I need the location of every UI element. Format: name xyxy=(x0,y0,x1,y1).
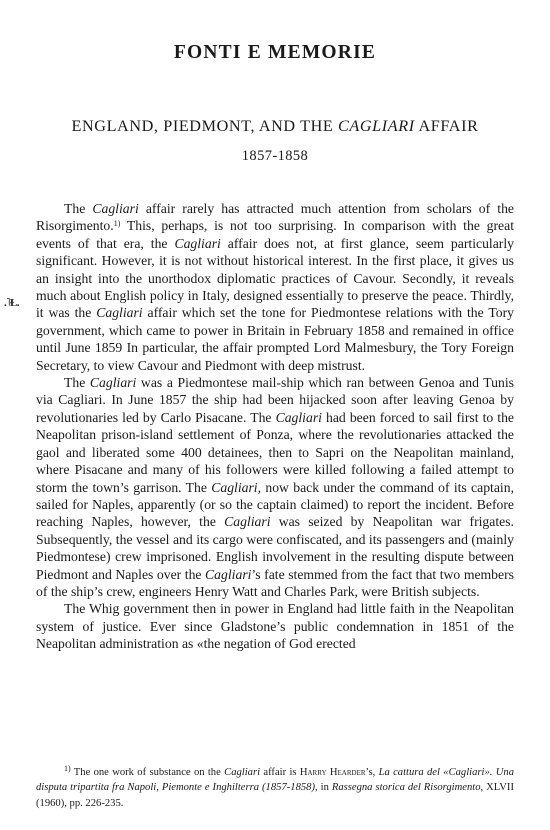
author-name: Harry Hearder xyxy=(299,767,366,778)
text-run: was a Piedmontese mail-ship which ran between Genoa and Tunis via Cagliari. In June 1857 the ship had been hijacked soon after leaving Genoa by revolutionaries led by Carlo Pisacane. The xyxy=(36,375,514,425)
italic-text: La cattura del «Cagliari». Una disputa tripartita fra Napoli, Piemonte e Inghilterra (1857-1858) xyxy=(36,767,514,794)
paragraph xyxy=(36,600,514,652)
text-run: , XLVII (1960), pp. 226-235. xyxy=(36,782,514,809)
paragraph xyxy=(36,200,514,374)
article-title-pre: ENGLAND, PIEDMONT, AND THE xyxy=(71,117,338,135)
paragraph xyxy=(36,374,514,600)
text-run: ’s, xyxy=(365,767,379,778)
italic-text: Cagliari xyxy=(224,767,261,778)
text-run: This, perhaps, is not too surprising. In comparison with the great events of that era, the xyxy=(36,218,514,251)
italic-text: Cagliari xyxy=(92,201,139,216)
text-run: The Whig government then in power in England had little faith in the Neapolitan system of justice. Ever since Gladstone’s public condemnation in 1851 of the Neapolitan administration as «the negation of God erected xyxy=(36,601,514,652)
article-years: 1857-1858 xyxy=(241,148,309,164)
text-run: The xyxy=(64,375,90,391)
text-run: affair is xyxy=(260,767,300,778)
italic-text: Cagliari xyxy=(275,409,322,425)
text-run: affair does not, at first glance, seem particularly significant. However, it is not without historical interest. In the first place, it gives us an insight into the unorthodox diplomatic practices of Cavour. Secondly, it reveals much about English policy in Italy, designed essentially to preserve the peace. Thirdly, it was the xyxy=(36,235,514,321)
italic-text: Cagliari xyxy=(96,305,143,321)
italic-text: Cagliari xyxy=(205,566,252,582)
text-run: affair rarely has attracted much attention from scholars of the Risorgimento. xyxy=(36,201,514,234)
article-title-post: AFFAIR xyxy=(414,117,479,135)
italic-text: Cagliari xyxy=(211,479,258,495)
italic-text: Rassegna storica del Risorgimento xyxy=(331,782,481,794)
text-run: affair which set the tone for Piedmontese relations with the Tory government, which came to power in Britain in February 1858 and remained in office until June 1859 In particular, the affair prompted Lord Malmesbury, the Tory Foreign Secretary, to view Cavour and Piedmont with deep mistrust. xyxy=(36,305,514,373)
text-run: The xyxy=(64,201,93,216)
body-text xyxy=(36,200,514,653)
text-run: , in xyxy=(314,782,332,794)
article-title-italic: CAGLIARI xyxy=(338,117,415,135)
section-title: FONTI E MEMORIE xyxy=(173,42,377,63)
margin-mark: .˥Ɫ. xyxy=(4,297,20,309)
text-run: , now back under the command of its captain, sailed for Naples, apparently (or so the captain claimed) to report the incident. Before reaching Naples, however, the xyxy=(36,479,514,530)
italic-text: Cagliari xyxy=(174,235,221,251)
article-title xyxy=(0,117,550,136)
text-run: ’s fate stemmed from the fact that two members of the ship’s crew, engineers Henry Watt and Charles Park, were British subjects. xyxy=(36,566,514,599)
text-run: had been forced to sail first to the Neapolitan prison-island settlement of Ponza, where the revolutionaries attacked the gaol and liberated some 400 detainees, then to Sapri on the Neapolitan mainland, where Pisacane and many of his followers were killed following a failed attempt to storm the town’s garrison. The xyxy=(36,409,514,495)
italic-text: Cagliari xyxy=(89,375,137,391)
footnote-ref: 1) xyxy=(64,764,71,773)
footnote xyxy=(36,765,514,811)
text-run: was seized by Neapolitan war frigates. Subsequently, the vessel and its cargo were confiscated, and its passengers and (mainly Piedmontese) crew imprisoned. English involvement in the resulting dispute between Piedmont and Naples over the xyxy=(36,514,514,582)
italic-text: Cagliari xyxy=(224,514,271,530)
text-run: The one work of substance on the xyxy=(70,767,225,778)
footnote-ref: 1) xyxy=(113,219,121,229)
